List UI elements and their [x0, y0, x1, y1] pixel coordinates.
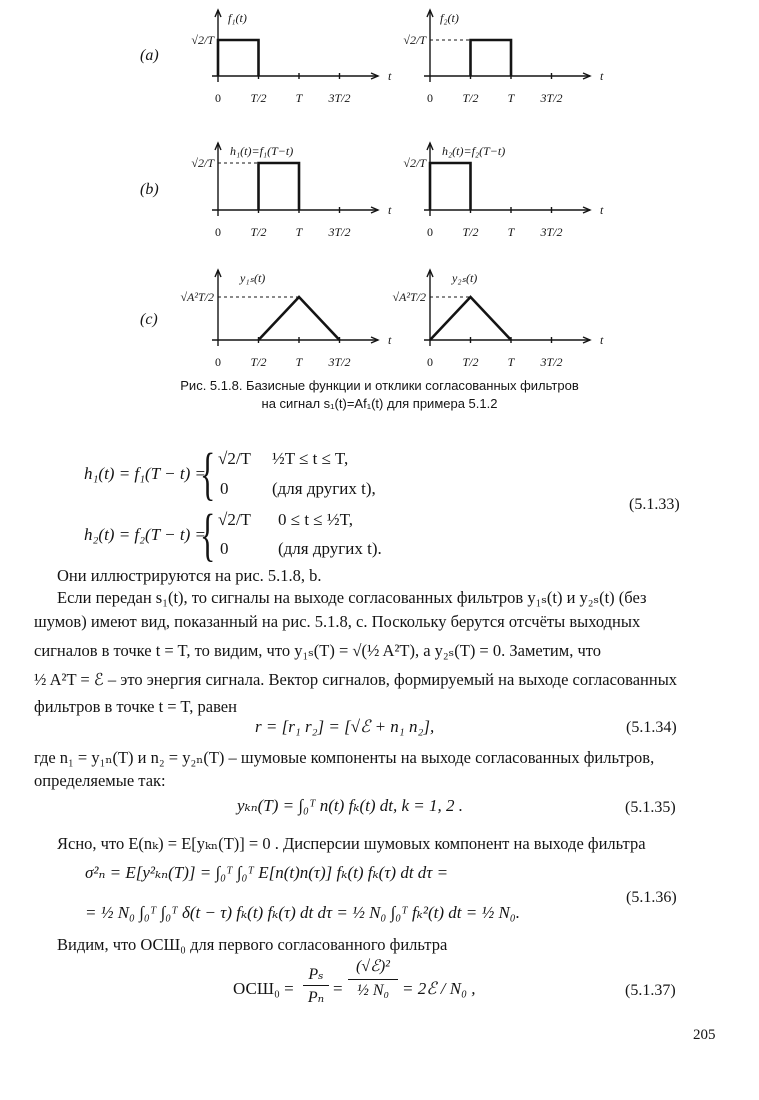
eq37-lhs: ОСШ₀ =	[233, 979, 294, 998]
eq36-line-1: σ²ₙ = E[y²ₖₙ(T)] = ∫₀ᵀ ∫₀ᵀ E[n(t)n(τ)] fₖ(t) fₖ(τ) dt dτ =	[85, 863, 449, 882]
eq37-rhs: = 2ℰ / N₀ ,	[402, 979, 476, 998]
eq37-frac1	[303, 964, 329, 1007]
amplitude-label: √2/T	[191, 33, 214, 47]
amplitude-label: √A²T/2	[180, 290, 214, 304]
tick-label: T	[507, 355, 515, 369]
tick-label: 0	[215, 225, 221, 239]
signal-triangle	[259, 297, 340, 340]
eq37-frac1-den: Pₙ	[307, 989, 325, 1006]
paragraph-2-line-1: Если передан s₁(t), то сигналы на выходе согласованных фильтров y₁ₛ(t) и y₂ₛ(t) (без	[57, 588, 647, 607]
eq37-frac1-num: Pₛ	[303, 964, 329, 986]
tick-label: T/2	[250, 355, 267, 369]
x-axis-var: t	[388, 203, 392, 217]
signal-rect	[259, 163, 300, 210]
eq36-line-2: = ½ N₀ ∫₀ᵀ ∫₀ᵀ δ(t − τ) fₖ(t) fₖ(τ) dt dτ = ½ N₀ ∫₀ᵀ fₖ²(t) dt = ½ N₀.	[85, 903, 520, 922]
paragraph-3-line-1: где n₁ = y₁ₙ(T) и n₂ = y₂ₙ(T) – шумовые компоненты на выходе согласованных фильтров,	[34, 748, 655, 767]
tick-label: T/2	[462, 355, 479, 369]
paragraph-2-line-2: шумов) имеют вид, показанный на рис. 5.1.8, c. Поскольку берутся отсчёты выходных	[34, 612, 641, 631]
paragraph-4: Ясно, что E(nₖ) = E[yₖₙ(T)] = 0 . Дисперсии шумовых компонент на выходе фильтра	[57, 834, 646, 853]
tick-label: 3T/2	[328, 225, 351, 239]
tick-label: 3T/2	[328, 355, 351, 369]
panel-c-right	[392, 270, 604, 369]
eq34: r = [r₁ r₂] = [√ℰ + n₁ n₂],	[255, 717, 435, 736]
eq36-number: (5.1.36)	[626, 889, 677, 906]
panel-c-left	[180, 270, 392, 369]
eq37-frac2-den: ½ N₀	[356, 982, 390, 999]
signal-triangle	[430, 297, 511, 340]
tick-label: 0	[427, 91, 433, 105]
eq33-h2-case1-cond: 0 ≤ t ≤ ½T,	[278, 510, 354, 529]
function-label: f₂(t)	[440, 11, 459, 25]
tick-label: T/2	[462, 225, 479, 239]
amplitude-label: √2/T	[403, 33, 426, 47]
tick-label: T/2	[462, 91, 479, 105]
eq33-h1-brace: {	[200, 441, 216, 506]
tick-label: 0	[215, 355, 221, 369]
row-label-c: (c)	[140, 311, 158, 328]
eq33-h2-brace: {	[200, 502, 216, 567]
eq33-h1-lhs: h₁(t) = f₁(T − t) =	[84, 464, 206, 483]
paragraph-2-line-4: ½ A²T = ℰ – это энергия сигнала. Вектор сигналов, формируемый на выходе согласованных	[34, 670, 678, 689]
function-label: y₁ₛ(t)	[240, 271, 266, 285]
eq33-h1-case2-cond: (для других t),	[272, 479, 376, 498]
x-axis-var: t	[388, 333, 392, 347]
signal-rect	[218, 40, 259, 76]
eq35-number: (5.1.35)	[625, 799, 676, 816]
tick-label: T	[295, 91, 303, 105]
paragraph-1: Они иллюстрируются на рис. 5.1.8, b.	[57, 566, 322, 585]
figure-caption-line-2: на сигнал s₁(t)=Af₁(t) для примера 5.1.2	[261, 396, 498, 411]
figure-caption-line-1: Рис. 5.1.8. Базисные функции и отклики согласованных фильтров	[180, 378, 579, 393]
signal-rect	[471, 40, 512, 76]
paragraph-3-line-2: определяемые так:	[34, 771, 166, 790]
eq37-frac2	[348, 956, 398, 1000]
tick-label: 3T/2	[540, 225, 563, 239]
eq33-h1-case1-val: √2/T	[218, 449, 251, 468]
eq33-h2-case2-cond: (для других t).	[278, 539, 382, 558]
function-label: h₁(t)=f₁(T−t)	[230, 144, 294, 158]
eq33-h2-case2-val: 0	[220, 539, 229, 558]
signal-rect	[430, 163, 471, 210]
tick-label: 0	[215, 91, 221, 105]
tick-label: 3T/2	[540, 355, 563, 369]
tick-label: T/2	[250, 225, 267, 239]
eq37-equals: =	[333, 979, 343, 998]
tick-label: T	[295, 355, 303, 369]
eq37-frac2-num: (√ℰ)²	[348, 956, 398, 980]
panel-b-right	[403, 143, 604, 239]
tick-label: 0	[427, 225, 433, 239]
eq35: yₖₙ(T) = ∫₀ᵀ n(t) fₖ(t) dt, k = 1, 2 .	[237, 796, 464, 815]
x-axis-var: t	[600, 203, 604, 217]
eq34-number: (5.1.34)	[626, 719, 677, 736]
eq33-h2-lhs: h₂(t) = f₂(T − t) =	[84, 525, 206, 544]
row-label-a: (a)	[140, 47, 159, 64]
tick-label: 3T/2	[540, 91, 563, 105]
tick-label: T/2	[250, 91, 267, 105]
paragraph-2-line-3: сигналов в точке t = T, то видим, что y₁ₛ(T) = √(½ A²T), а y₂ₛ(T) = 0. Заметим, что	[34, 641, 601, 660]
eq33-h1-case1-cond: ½T ≤ t ≤ T,	[272, 449, 349, 468]
eq37-number: (5.1.37)	[625, 982, 676, 999]
tick-label: T	[507, 225, 515, 239]
x-axis-var: t	[600, 69, 604, 83]
amplitude-label: √A²T/2	[392, 290, 426, 304]
function-label: h₂(t)=f₂(T−t)	[442, 144, 506, 158]
x-axis-var: t	[600, 333, 604, 347]
function-label: f₁(t)	[228, 11, 247, 25]
tick-label: T	[295, 225, 303, 239]
paragraph-5: Видим, что ОСШ₀ для первого согласованного фильтра	[57, 935, 448, 954]
paragraph-2-line-5: фильтров в точке t = T, равен	[34, 697, 237, 716]
page-number: 205	[693, 1027, 716, 1043]
panel-a-left	[191, 10, 392, 105]
tick-label: 0	[427, 355, 433, 369]
amplitude-label: √2/T	[191, 156, 214, 170]
tick-label: T	[507, 91, 515, 105]
eq33-h1-case2-val: 0	[220, 479, 229, 498]
x-axis-var: t	[388, 69, 392, 83]
amplitude-label: √2/T	[403, 156, 426, 170]
figure-5-1-8	[0, 0, 759, 400]
panel-b-left	[191, 143, 392, 239]
eq33-h2-case1-val: √2/T	[218, 510, 251, 529]
panel-a-right	[403, 10, 604, 105]
function-label: y₂ₛ(t)	[452, 271, 478, 285]
tick-label: 3T/2	[328, 91, 351, 105]
eq33-number: (5.1.33)	[629, 496, 680, 513]
row-label-b: (b)	[140, 181, 159, 198]
